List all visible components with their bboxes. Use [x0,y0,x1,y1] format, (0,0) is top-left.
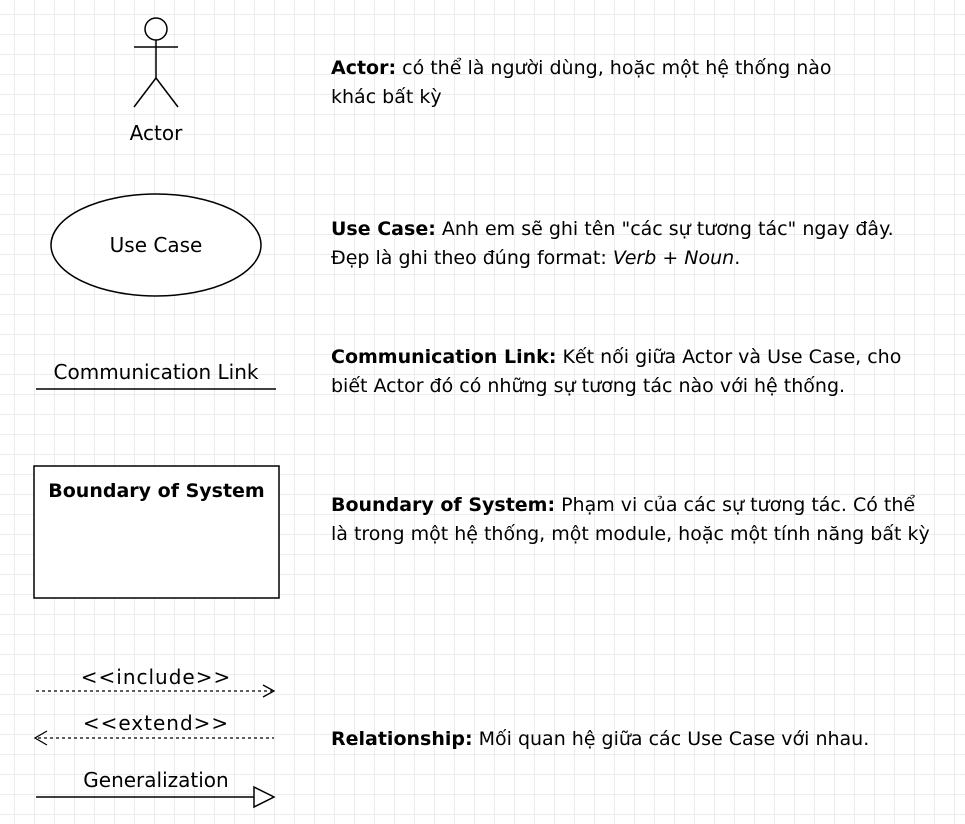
boundary-text: Phạm vi của các sự tương tác. Có thể là trong một hệ thống, một module, hoặc một tính năng bất kỳ [331,494,930,545]
actor-figure[interactable] [134,18,178,107]
actor-term: Actor: [331,57,397,79]
communication-link-term: Communication Link: [331,346,557,368]
use-case-format: Verb + Noun [612,247,735,269]
boundary-label: Boundary of System [48,480,265,502]
actor-label: Actor [129,121,183,145]
actor-right-leg [156,78,178,107]
use-case-text: Anh em sẽ ghi tên "các sự tương tác" ngay đây. Đẹp là ghi theo đúng format: [331,218,894,269]
use-case-description [331,215,931,273]
relationship-term: Relationship: [331,728,473,750]
generalization-label: Generalization [83,768,229,792]
actor-left-leg [134,78,156,107]
boundary-description [331,491,931,549]
actor-head [145,18,167,40]
actor-text: có thể là người dùng, hoặc một hệ thống nào khác bất kỳ [331,57,832,108]
boundary-term: Boundary of System: [331,494,556,516]
use-case-end: . [734,247,741,269]
communication-link-text: Kết nối giữa Actor và Use Case, cho biết Actor đó có những sự tương tác nào với hệ thống. [331,346,902,397]
actor-description [331,54,871,112]
use-case-term: Use Case: [331,218,436,240]
communication-link-description [331,343,931,401]
include-label: <<include>> [80,665,232,689]
use-case-label: Use Case [109,233,203,257]
communication-link-label: Communication Link [53,360,259,384]
extend-label: <<extend>> [82,711,230,735]
relationship-description [331,725,931,754]
relationship-text: Mối quan hệ giữa các Use Case với nhau. [472,728,870,750]
